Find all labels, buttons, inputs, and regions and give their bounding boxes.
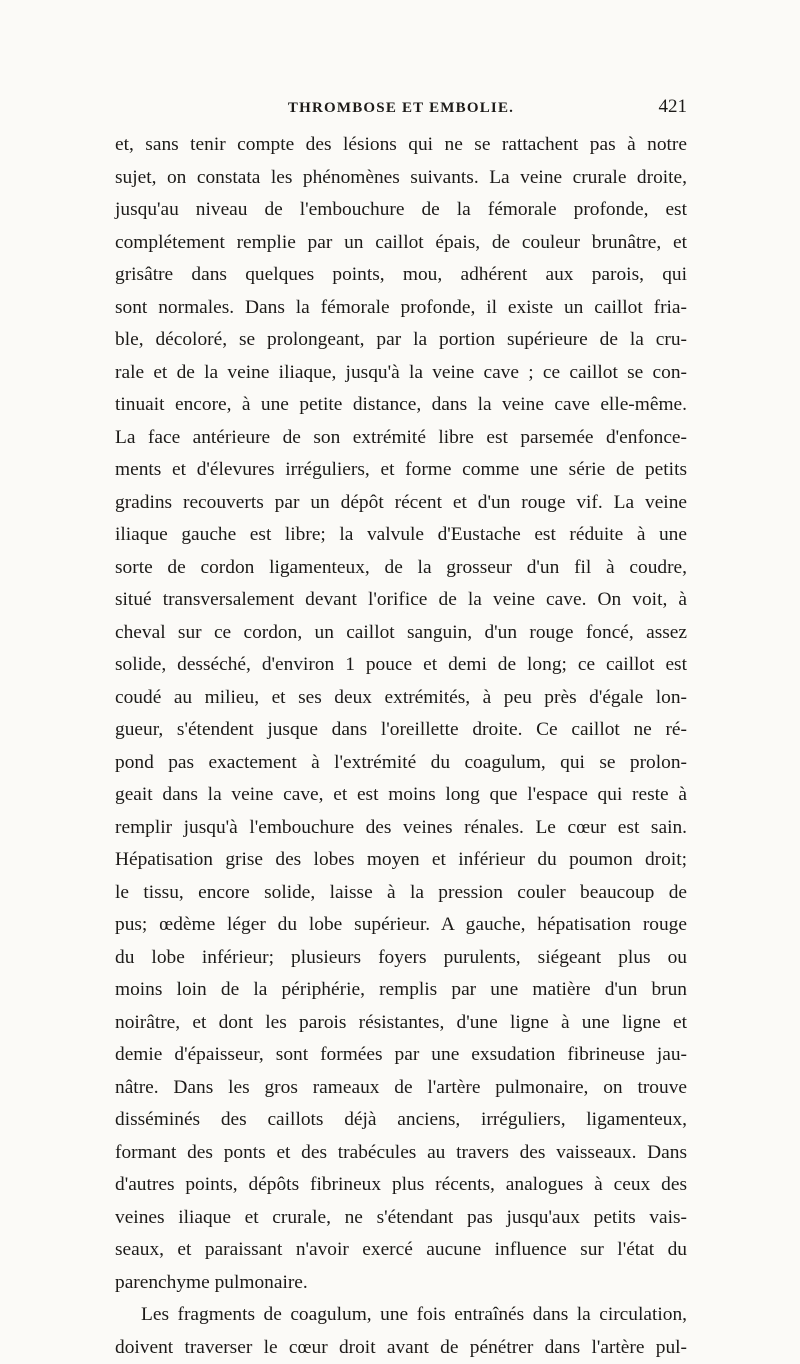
text-line: du lobe inférieur; plusieurs foyers purulents, siégeant plus ou (115, 942, 687, 975)
text-line: Les fragments de coagulum, une fois entraînés dans la circulation, (115, 1299, 687, 1332)
text-line: iliaque gauche est libre; la valvule d'Eustache est réduite à une (115, 519, 687, 552)
text-line: cheval sur ce cordon, un caillot sanguin, d'un rouge foncé, assez (115, 617, 687, 650)
text-line: jusqu'au niveau de l'embouchure de la fémorale profonde, est (115, 194, 687, 227)
text-line: pus; œdème léger du lobe supérieur. A gauche, hépatisation rouge (115, 909, 687, 942)
text-line: sont normales. Dans la fémorale profonde, il existe un caillot fria- (115, 292, 687, 325)
text-line: gueur, s'étendent jusque dans l'oreillette droite. Ce caillot ne ré- (115, 714, 687, 747)
running-title: THROMBOSE ET EMBOLIE. (115, 100, 687, 117)
text-line: complétement remplie par un caillot épais, de couleur brunâtre, et (115, 227, 687, 260)
text-line: gradins recouverts par un dépôt récent et d'un rouge vif. La veine (115, 487, 687, 520)
text-line: coudé au milieu, et ses deux extrémités, à peu près d'égale lon- (115, 682, 687, 715)
text-line: le tissu, encore solide, laisse à la pression couler beaucoup de (115, 877, 687, 910)
text-line: seaux, et paraissant n'avoir exercé aucune influence sur l'état du (115, 1234, 687, 1267)
text-line: pond pas exactement à l'extrémité du coagulum, qui se prolon- (115, 747, 687, 780)
text-line: geait dans la veine cave, et est moins long que l'espace qui reste à (115, 779, 687, 812)
text-line: tinuait encore, à une petite distance, dans la veine cave elle-même. (115, 389, 687, 422)
text-line: La face antérieure de son extrémité libre est parsemée d'enfonce- (115, 422, 687, 455)
text-line: doivent traverser le cœur droit avant de pénétrer dans l'artère pul- (115, 1332, 687, 1364)
text-line: situé transversalement devant l'orifice de la veine cave. On voit, à (115, 584, 687, 617)
text-line: moins loin de la périphérie, remplis par une matière d'un brun (115, 974, 687, 1007)
text-line: veines iliaque et crurale, ne s'étendant pas jusqu'aux petits vais- (115, 1202, 687, 1235)
text-line: ments et d'élevures irréguliers, et forme comme une série de petits (115, 454, 687, 487)
text-line: grisâtre dans quelques points, mou, adhérent aux parois, qui (115, 259, 687, 292)
text-line: d'autres points, dépôts fibrineux plus récents, analogues à ceux des (115, 1169, 687, 1202)
running-head (115, 96, 687, 120)
text-line: rale et de la veine iliaque, jusqu'à la veine cave ; ce caillot se con- (115, 357, 687, 390)
text-line: noirâtre, et dont les parois résistantes, d'une ligne à une ligne et (115, 1007, 687, 1040)
body-text (115, 129, 687, 1364)
text-line: nâtre. Dans les gros rameaux de l'artère pulmonaire, on trouve (115, 1072, 687, 1105)
text-line: parenchyme pulmonaire. (115, 1267, 687, 1300)
text-line: sorte de cordon ligamenteux, de la grosseur d'un fil à coudre, (115, 552, 687, 585)
text-line: remplir jusqu'à l'embouchure des veines rénales. Le cœur est sain. (115, 812, 687, 845)
text-line: formant des ponts et des trabécules au travers des vaisseaux. Dans (115, 1137, 687, 1170)
text-line: sujet, on constata les phénomènes suivants. La veine crurale droite, (115, 162, 687, 195)
text-line: et, sans tenir compte des lésions qui ne se rattachent pas à notre (115, 129, 687, 162)
text-line: ble, décoloré, se prolongeant, par la portion supérieure de la cru- (115, 324, 687, 357)
page-number: 421 (659, 96, 688, 118)
text-line: disséminés des caillots déjà anciens, irréguliers, ligamenteux, (115, 1104, 687, 1137)
text-line: demie d'épaisseur, sont formées par une exsudation fibrineuse jau- (115, 1039, 687, 1072)
text-line: Hépatisation grise des lobes moyen et inférieur du poumon droit; (115, 844, 687, 877)
text-line: solide, desséché, d'environ 1 pouce et demi de long; ce caillot est (115, 649, 687, 682)
